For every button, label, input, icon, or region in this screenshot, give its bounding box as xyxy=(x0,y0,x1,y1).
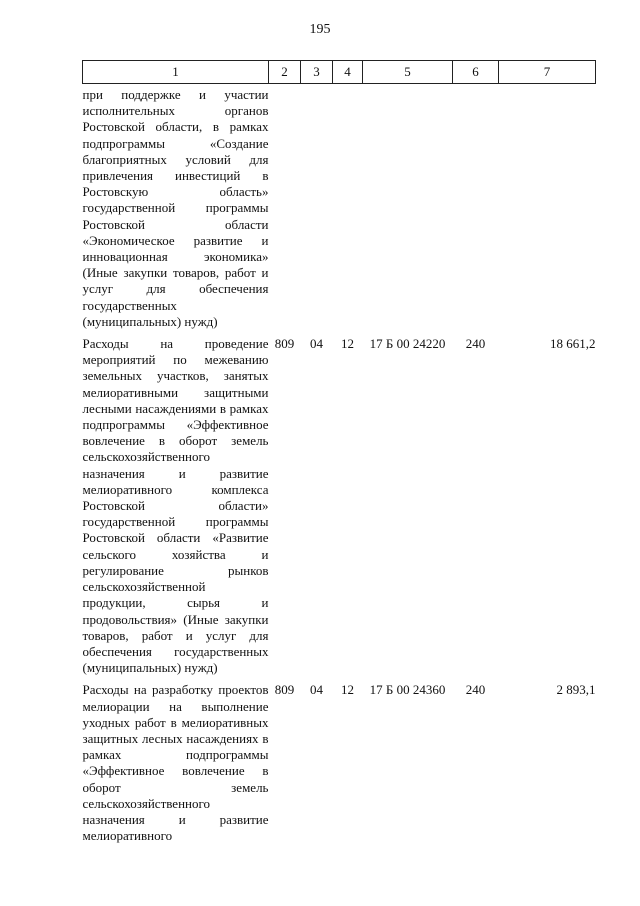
cell-amount: 2 893,1 xyxy=(556,682,596,698)
cell-section: 04 xyxy=(310,336,323,352)
page-number: 195 xyxy=(309,22,331,37)
cell-amount: 18 661,2 xyxy=(550,336,596,352)
column-header-7: 7 xyxy=(499,61,596,84)
cell-subsection: 12 xyxy=(341,336,354,352)
cell-target-article: 17 Б 00 24360 xyxy=(369,682,446,698)
cell-section: 04 xyxy=(310,682,323,698)
column-header-1: 1 xyxy=(83,61,269,84)
row-description: Расходы на разработку проектов мелиорации на выполнение уходных работ в мелиоративных защитных лесных насаждениях в рамках подпрограммы «Эффективное вовлечение в оборот земель сельскохозяйственного назначения и развитие мелиоративного xyxy=(82,682,269,844)
column-header-4: 4 xyxy=(333,61,363,84)
cell-target-article xyxy=(363,84,453,331)
column-header-6: 6 xyxy=(453,61,499,84)
cell-amount xyxy=(499,84,596,331)
cell-expense-type: 240 xyxy=(465,336,486,352)
table-header-row xyxy=(83,61,596,84)
table-row xyxy=(83,676,596,844)
cell-ministry-code: 809 xyxy=(274,336,295,352)
column-header-3: 3 xyxy=(301,61,333,84)
cell-ministry-code: 809 xyxy=(274,682,295,698)
cell-section xyxy=(301,84,333,331)
cell-ministry-code xyxy=(269,84,301,331)
budget-table xyxy=(82,60,596,844)
cell-subsection xyxy=(333,84,363,331)
table-row xyxy=(83,330,596,676)
column-header-5: 5 xyxy=(363,61,453,84)
row-description: Расходы на проведение мероприятий по межеванию земельных участков, занятых мелиоративными защитными лесными насаждениями в рамках подпрограммы «Эффективное вовлечение в оборот земель сельскохозяйственного назначения и развитие мелиоративного комплекса Ростовской области» государственной программы Ростовской области «Развитие сельского хозяйства и регулирование рынков сельскохозяйственной продукции, сырья и продовольствия» (Иные закупки товаров, работ и услуг для обеспечения государственных (муниципальных) нужд) xyxy=(82,336,269,676)
cell-subsection: 12 xyxy=(341,682,354,698)
cell-expense-type: 240 xyxy=(465,682,486,698)
row-description: при поддержке и участии исполнительных органов Ростовской области, в рамках подпрограммы «Создание благоприятных условий для привлечения инвестиций в Ростовскую область» государственной программы Ростовской области «Экономическое развитие и инновационная экономика» (Иные закупки товаров, работ и услуг для обеспечения государственных (муниципальных) нужд) xyxy=(82,87,269,329)
cell-expense-type xyxy=(453,84,499,331)
table-row xyxy=(83,84,596,331)
column-header-2: 2 xyxy=(269,61,301,84)
cell-target-article: 17 Б 00 24220 xyxy=(369,336,446,352)
